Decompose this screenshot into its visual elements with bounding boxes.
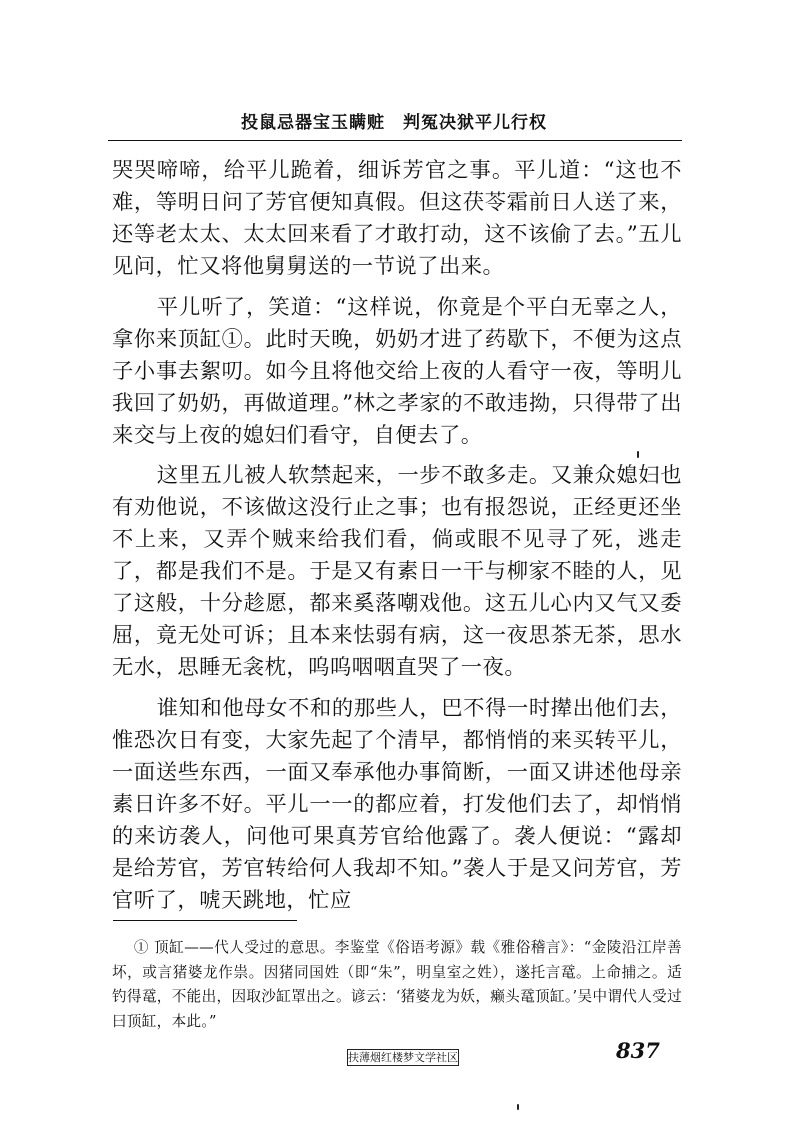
- scan-speck: [637, 451, 639, 458]
- running-head: 投鼠忌器宝玉瞒赃 判冤决狱平儿行权: [241, 113, 547, 133]
- body-text: [112, 155, 682, 925]
- scan-speck: [517, 1104, 519, 1110]
- header-rule: [108, 140, 682, 141]
- page-number: 837: [616, 1038, 660, 1063]
- footnote-rule: [113, 920, 297, 921]
- paragraph-4: 谁知和他母女不和的那些人，巴不得一时撵出他们去，惟恐次日有变，大家先起了个清早，都悄悄的来买转平儿，一面送些东西，一面又奉承他办事简断，一面又讲述他母亲素日许多不好。平儿一一的都应着，打发他们去了，却悄悄的来访袭人，问他可果真芳官给他露了。袭人便说：“露却是给芳官，芳官转给何人我却不知。”袭人于是又问芳官，芳官听了，唬天跳地，忙应: [112, 695, 682, 913]
- watermark-stamp: 扶薄烟红楼梦文学社区: [348, 1051, 458, 1064]
- footnote: ① 顶缸——代人受过的意思。李鉴堂《俗语考源》载《雅俗稽言》：“金陵沿江岸善坏，或言猪婆龙作祟。因猪同国姓（即“朱”，明皇室之姓），遂托言鼋。上命捕之。适钓得鼋，不能出，因取沙缸罩出之。谚云：‘猪婆龙为妖，癞头鼋顶缸。’吴中谓代人受过曰顶缸，本此。”: [112, 939, 682, 1030]
- paragraph-2: 平儿听了，笑道：“这样说，你竟是个平白无辜之人，拿你来顶缸①。此时天晚，奶奶才进了药歇下，不便为这点子小事去絮叨。如今且将他交给上夜的人看守一夜，等明儿我回了奶奶，再做道理。”林之孝家的不敢违拗，只得带了出来交与上夜的媳妇们看守，自便去了。: [112, 294, 682, 448]
- paragraph-3: 这里五儿被人软禁起来，一步不敢多走。又兼众媳妇也有劝他说，不该做这没行止之事；也有报怨说，正经更还坐不上来，又弄个贼来给我们看，倘或眼不见寻了死，逃走了，都是我们不是。于是又有素日一干与柳家不睦的人，见了这般，十分趁愿，都来奚落嘲戏他。这五儿心内又气又委屈，竟无处可诉；且本来怯弱有病，这一夜思茶无茶，思水无水，思睡无衾枕，呜呜咽咽直哭了一夜。: [112, 463, 682, 680]
- paragraph-1: 哭哭啼啼，给平儿跪着，细诉芳官之事。平儿道：“这也不难，等明日问了芳官便知真假。但这茯苓霜前日人送了来，还等老太太、太太回来看了才敢打动，这不该偷了去。”五儿见问，忙又将他舅舅送的一节说了出来。: [112, 158, 682, 279]
